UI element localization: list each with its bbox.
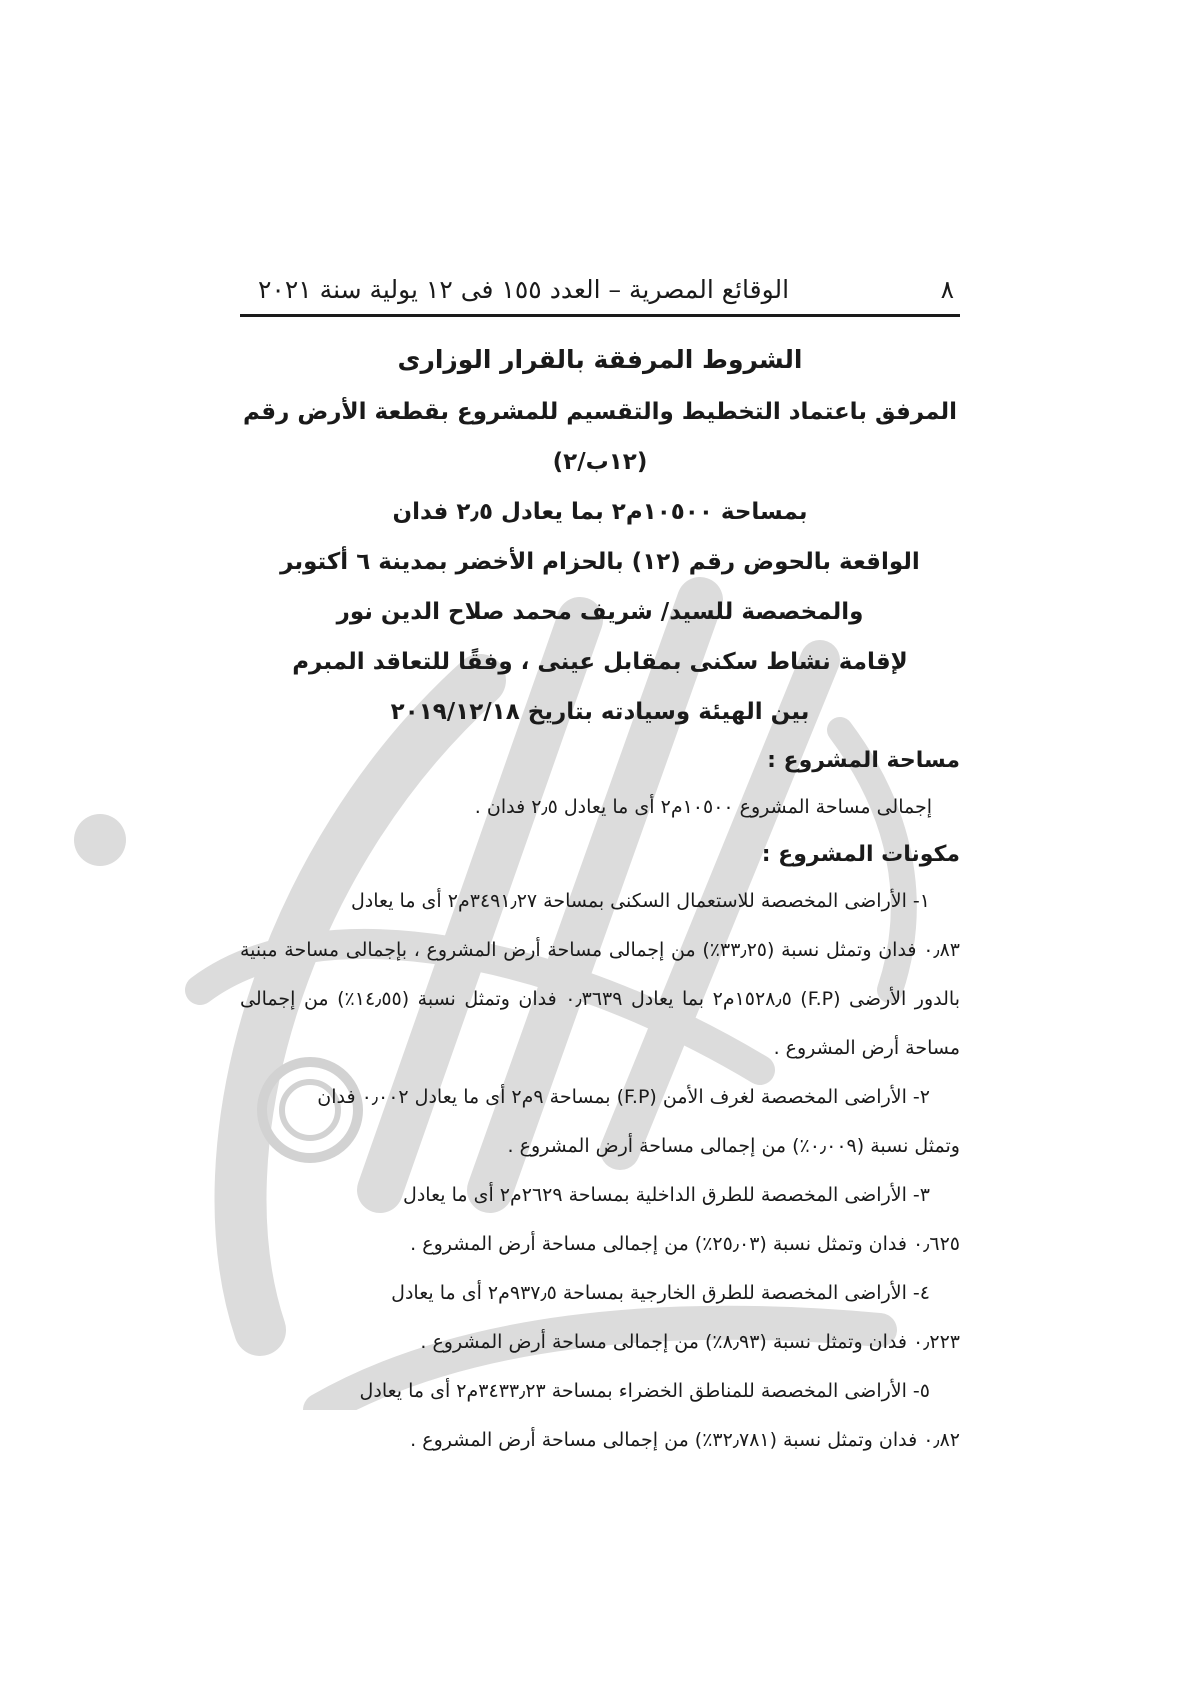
components-list bbox=[240, 877, 960, 1465]
item-first-line: ٢- الأراضى المخصصة لغرف الأمن (F.P) بمساحة ٩م٢ أى ما يعادل ٠٫٠٠٢ فدان bbox=[317, 1086, 930, 1108]
area-text: إجمالى مساحة المشروع ١٠٥٠٠م٢ أى ما يعادل ٢٫٥ فدان . bbox=[474, 796, 932, 818]
title-line: والمخصصة للسيد/ شريف محمد صلاح الدين نور bbox=[336, 599, 864, 625]
title-line: الواقعة بالحوض رقم (١٢) بالحزام الأخضر بمدينة ٦ أكتوبر bbox=[280, 549, 920, 575]
title-line: المرفق باعتماد التخطيط والتقسيم للمشروع بقطعة الأرض رقم (١٢ب/٢) bbox=[242, 399, 958, 475]
document-page bbox=[240, 268, 960, 1465]
document-title-block bbox=[240, 335, 960, 737]
list-item bbox=[240, 1073, 960, 1171]
item-first-line: ١- الأراضى المخصصة للاستعمال السكنى بمساحة ٣٤٩١٫٢٧م٢ أى ما يعادل bbox=[351, 890, 930, 912]
area-heading: مساحة المشروع : bbox=[767, 748, 960, 773]
item-first-line: ٣- الأراضى المخصصة للطرق الداخلية بمساحة ٢٦٢٩م٢ أى ما يعادل bbox=[403, 1184, 930, 1206]
list-item bbox=[240, 1269, 960, 1367]
item-continuation: ٠٫٨٢ فدان وتمثل نسبة (٣٢٫٧٨١٪) من إجمالى مساحة أرض المشروع . bbox=[410, 1429, 960, 1451]
item-first-line: ٥- الأراضى المخصصة للمناطق الخضراء بمساحة ٣٤٣٣٫٢٣م٢ أى ما يعادل bbox=[359, 1380, 930, 1402]
document-title: الشروط المرفقة بالقرار الوزارى bbox=[397, 345, 803, 374]
item-continuation: وتمثل نسبة (٠٫٠٠٩٪) من إجمالى مساحة أرض المشروع . bbox=[507, 1135, 960, 1157]
title-line: بمساحة ١٠٥٠٠م٢ بما يعادل ٢٫٥ فدان bbox=[392, 499, 808, 525]
page-number: ٨ bbox=[940, 274, 954, 304]
item-continuation: ٠٫٨٣ فدان وتمثل نسبة (٣٣٫٢٥٪) من إجمالى مساحة أرض المشروع ، بإجمالى مساحة مبنية بالدور الأرضى (F.P) ١٥٢٨٫٥م٢ بما يعادل ٠٫٣٦٣٩ فدان وتمثل نسبة (١٤٫٥٥٪) من إجمالى مساحة أرض المشروع . bbox=[240, 939, 960, 1059]
item-first-line: ٤- الأراضى المخصصة للطرق الخارجية بمساحة ٩٣٧٫٥م٢ أى ما يعادل bbox=[391, 1282, 930, 1304]
running-title: الوقائع المصرية – العدد ١٥٥ فى ١٢ يولية سنة ٢٠٢١ bbox=[258, 274, 790, 304]
title-line: بين الهيئة وسيادته بتاريخ ٢٠١٩/١٢/١٨ bbox=[390, 699, 810, 725]
list-item bbox=[240, 1367, 960, 1465]
page-header bbox=[240, 268, 960, 310]
components-heading: مكونات المشروع : bbox=[761, 842, 960, 867]
title-line: لإقامة نشاط سكنى بمقابل عينى ، وفقًا للتعاقد المبرم bbox=[292, 649, 908, 675]
item-continuation: ٠٫٦٢٥ فدان وتمثل نسبة (٢٥٫٠٣٪) من إجمالى مساحة أرض المشروع . bbox=[410, 1233, 960, 1255]
header-rule bbox=[240, 314, 960, 317]
list-item bbox=[240, 1171, 960, 1269]
item-continuation: ٠٫٢٢٣ فدان وتمثل نسبة (٨٫٩٣٪) من إجمالى مساحة أرض المشروع . bbox=[420, 1331, 960, 1353]
list-item bbox=[240, 877, 960, 1073]
